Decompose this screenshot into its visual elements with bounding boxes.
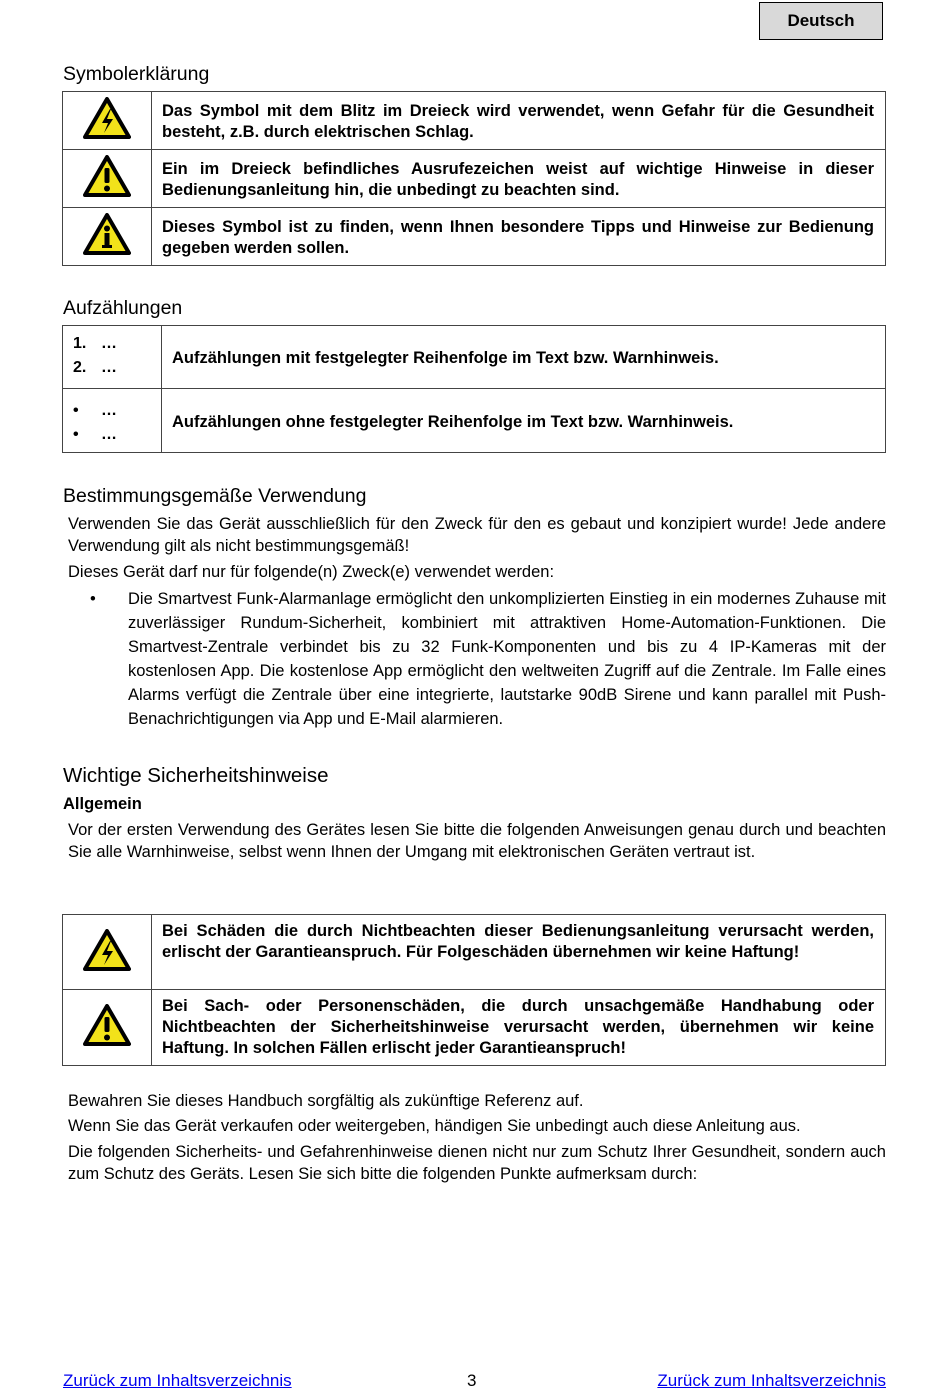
toc-link-left[interactable]: Zurück zum Inhaltsverzeichnis xyxy=(63,1371,292,1390)
enumeration-row xyxy=(63,389,886,453)
symbol-icon-cell xyxy=(63,92,152,150)
toc-link-right[interactable]: Zurück zum Inhaltsverzeichnis xyxy=(657,1371,886,1390)
enumeration-row xyxy=(63,326,886,389)
symbol-description: Dieses Symbol ist zu finden, wenn Ihnen besondere Tipps und Hinweise zur Bedienung gegeben werden sollen. xyxy=(152,208,886,266)
safety-intro: Vor der ersten Verwendung des Gerätes lesen Sie bitte die folgenden Anweisungen genau durch und beachten Sie alle Warnhinweise, selbst wenn Ihnen der Umgang mit elektronischen Geräten vertraut ist. xyxy=(68,821,886,861)
symbols-table xyxy=(62,91,886,266)
symbol-description: Das Symbol mit dem Blitz im Dreieck wird verwendet, wenn Gefahr für die Gesundheit besteht, z.B. durch elektrischen Schlag. xyxy=(152,92,886,150)
symbol-row xyxy=(63,150,886,208)
warning-icon-cell xyxy=(63,990,152,1066)
lightning-warning-icon xyxy=(83,929,131,971)
language-badge: Deutsch xyxy=(759,2,883,40)
footer-left xyxy=(63,1371,292,1391)
exclamation-warning-icon xyxy=(83,1004,131,1046)
footer-right xyxy=(657,1371,886,1391)
section-title-enumerations: Aufzählungen xyxy=(63,297,183,319)
enumeration-markers: • … • … xyxy=(63,389,162,453)
warnings-table xyxy=(62,914,886,1066)
warning-text: Bei Schäden die durch Nichtbeachten dieser Bedienungsanleitung verursacht werden, erlischt der Garantieanspruch. Für Folgeschäden übernehmen wir keine Haftung! xyxy=(152,915,886,990)
exclamation-warning-icon xyxy=(83,155,131,197)
section-title-symbols: Symbolerklärung xyxy=(63,63,210,85)
lightning-warning-icon xyxy=(83,97,131,139)
enumerations-table xyxy=(62,325,886,453)
intended-use-paragraph: Verwenden Sie das Gerät ausschließlich für den Zweck für den es gebaut und konzipiert wurde! Jede andere Verwendung gilt als nicht bestimmungsgemäß! xyxy=(68,515,886,555)
warning-icon-cell xyxy=(63,915,152,990)
safety-paragraph: Bewahren Sie dieses Handbuch sorgfältig als zukünftige Referenz auf. xyxy=(68,1092,584,1110)
enumeration-markers: 1. … 2. … xyxy=(63,326,162,389)
section-title-safety: Wichtige Sicherheitshinweise xyxy=(63,764,329,787)
symbol-icon-cell xyxy=(63,150,152,208)
enumeration-description: Aufzählungen ohne festgelegter Reihenfolge im Text bzw. Warnhinweis. xyxy=(162,389,886,453)
warning-row xyxy=(63,915,886,990)
intended-use-paragraph: Dieses Gerät darf nur für folgende(n) Zweck(e) verwendet werden: xyxy=(68,563,555,581)
page-number: 3 xyxy=(467,1371,477,1390)
safety-paragraph: Die folgenden Sicherheits- und Gefahrenhinweise dienen nicht nur zum Schutz Ihrer Gesundheit, sondern auch zum Schutz des Geräts. Lesen Sie sich bitte die folgenden Punkte aufmerksam durch: xyxy=(68,1143,886,1183)
enumeration-description: Aufzählungen mit festgelegter Reihenfolge im Text bzw. Warnhinweis. xyxy=(162,326,886,389)
safety-paragraph: Wenn Sie das Gerät verkaufen oder weitergeben, händigen Sie unbedingt auch diese Anleitung aus. xyxy=(68,1117,801,1135)
symbol-row xyxy=(63,92,886,150)
section-title-intended-use: Bestimmungsgemäße Verwendung xyxy=(63,485,367,507)
info-warning-icon xyxy=(83,213,131,255)
bullet-marker: • xyxy=(90,590,96,608)
symbol-icon-cell xyxy=(63,208,152,266)
list-item-text: Die Smartvest Funk-Alarmanlage ermöglicht den unkomplizierten Einstieg in ein modernes Zuhause mit zuverlässiger Rundum-Sicherheit, kombiniert mit attraktiven Home-Automation-Funktionen. Die Smartvest-Zentrale verbindet bis zu 32 Funk-Komponenten und bis zu 4 IP-Kameras mit der kostenlosen App. Die kostenlose App ermöglicht den weltweiten Zugriff auf die Zentrale. Im Falle eines Alarms verfügt die Zentrale über eine integrierte, lautstarke 90dB Sirene und kann parallel mit Push-Benachrichtigungen via App und E-Mail alarmieren. xyxy=(128,590,886,728)
subsection-title-general: Allgemein xyxy=(63,795,142,813)
warning-row xyxy=(63,990,886,1066)
symbol-row xyxy=(63,208,886,266)
list-item xyxy=(90,587,886,731)
symbol-description: Ein im Dreieck befindliches Ausrufezeichen weist auf wichtige Hinweise in dieser Bedienungsanleitung hin, die unbedingt zu beachten sind. xyxy=(152,150,886,208)
warning-text: Bei Sach- oder Personenschäden, die durch unsachgemäße Handhabung oder Nichtbeachten der Sicherheitshinweise verursacht werden, übernehmen wir keine Haftung. In solchen Fällen erlischt jeder Garantieanspruch! xyxy=(152,990,886,1066)
